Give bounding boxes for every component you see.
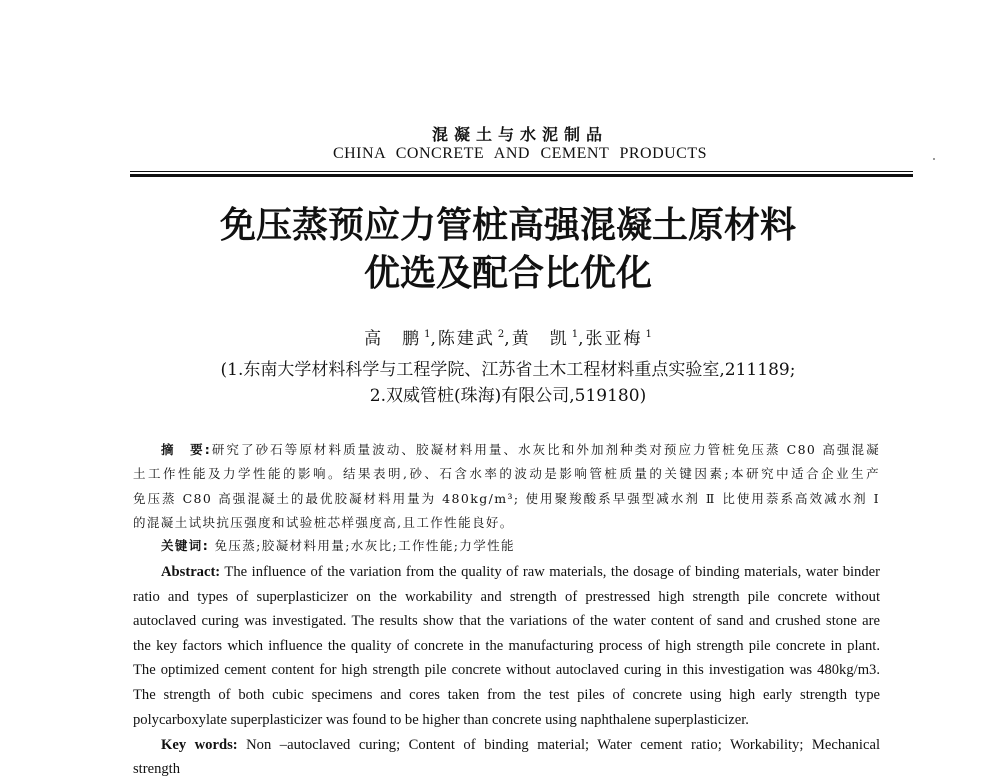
abstract-cn-line: 土工作性能及力学性能的影响。结果表明,砂、石含水率的波动是影响管桩质量的关键因素;本研究中适合企业生产 [133,466,880,482]
abstract-en-line: The optimized cement content for high strength pile concrete without autoclaved curing in this investigation was 480kg/m3. [133,662,880,679]
abstract-cn-line: 的混凝土试块抗压强度和试验桩芯样强度高,且工作性能良好。 [133,514,514,530]
keywords-cn-label: 关键词: [161,538,210,553]
keywords-en-text: Non –autoclaved curing; Content of binding material; Water cement ratio; Workability; Mechanical [237,737,880,753]
abstract-cn-text: 研究了砂石等原材料质量波动、胶凝材料用量、水灰比和外加剂种类对预应力管桩免压蒸 C80 高强混凝 [211,442,880,457]
keywords-en-line: strength [133,761,181,777]
affiliation-line-2: 2.双威管桩(珠海)有限公司,519180) [369,386,647,406]
abstract-cn-line: 免压蒸 C80 高强混凝土的最优胶凝材料用量为 480kg/m³; 使用聚羧酸系早强型减水剂 Ⅱ 比使用萘系高效减水剂 Ⅰ [133,490,880,506]
keywords-cn [133,536,908,556]
author-name: 高 鹏 [364,329,422,349]
abstract-en-line: ratio and types of superplasticizer on the workability and strength of prestressed high strength pile concrete without [133,588,880,605]
abstract-en [133,560,880,732]
abstract-en-text: The influence of the variation from the quality of raw materials, the dosage of binding materials, water binder [220,564,880,580]
keywords-en-label: Key words: [161,737,238,753]
journal-name-en: CHINA CONCRETE AND CEMENT PRODUCTS [332,145,708,162]
author-name: 黄 凯 [511,329,569,349]
title-line-2: 优选及配合比优化 [363,253,652,294]
author-affil-mark: 2 [497,329,505,340]
keywords-en-line [133,733,880,757]
abstract-cn-label: 摘 要: [161,442,212,457]
abstract-cn [133,438,880,535]
abstract-en-line: polycarboxylate superplasticizer was found to be higher than concrete using naphthalene superplasticizer. [133,711,749,728]
abstract-cn-line [133,438,880,462]
affiliation-line-1: (1.东南大学材料科学与工程学院、江苏省土木工程材料重点实验室,211189; [220,360,796,380]
abstract-en-label: Abstract: [161,564,221,580]
author-affil-mark: 1 [424,329,431,340]
author-affil-mark: 1 [645,329,652,340]
keywords-en [133,733,880,781]
author-affil-mark: 1 [571,329,579,340]
header-rule-thick [130,174,913,177]
abstract-en-line: the key factors which influence the quality of concrete in the manufacturing process of high strength pile concrete in plant. [133,637,880,654]
scan-speck [933,158,935,160]
author-name: 陈建武 [437,329,495,349]
abstract-en-line: autoclaved curing was investigated. The results show that the variations of the water content of sand and crushed stone are [133,613,880,630]
author-list: 高 鹏 $^1$,陈建武 $^2$,黄 凯 $^1$,张亚梅 $^1$ [364,329,652,349]
header-rule-thin [130,171,913,172]
keywords-cn-text: 免压蒸;胶凝材料用量;水灰比;工作性能;力学性能 [209,538,515,553]
abstract-en-line: The strength of both cubic specimens and cores taken from the test piles of concrete using high early strength type [133,686,880,703]
author-name: 张亚梅 [585,329,643,349]
journal-name-cn: 混凝土与水泥制品 [431,125,608,144]
title-line-1: 免压蒸预应力管桩高强混凝土原材料 [219,205,796,246]
abstract-en-line [133,560,880,585]
